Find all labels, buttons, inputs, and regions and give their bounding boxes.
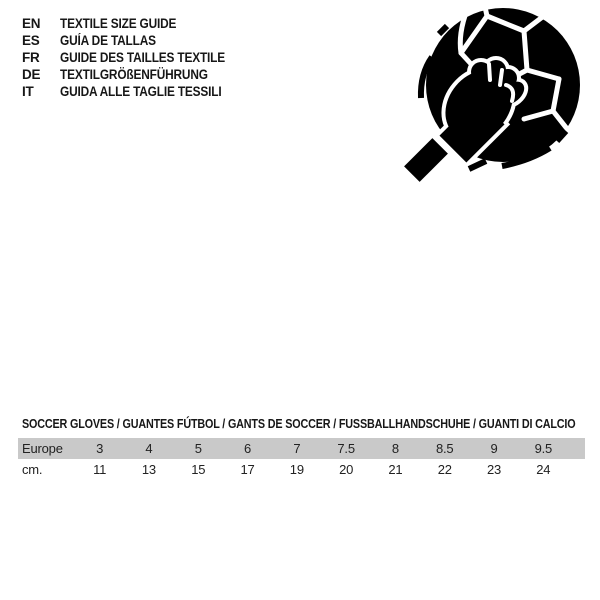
- lang-row-en: [22, 15, 248, 32]
- row-label-europe: Europe: [22, 441, 63, 456]
- lang-code: ES: [22, 33, 40, 48]
- size-cell: 13: [141, 461, 156, 477]
- size-cell: 9.5: [534, 441, 553, 456]
- size-cell: 7.5: [337, 441, 355, 456]
- size-cell: 15: [191, 461, 206, 477]
- lang-label: GUIDE DES TAILLES TEXTILE: [60, 50, 226, 65]
- size-cell: 6: [244, 441, 252, 456]
- lang-row-de: [22, 66, 248, 83]
- size-cell: 9: [490, 441, 498, 456]
- glove-ball-icon-svg: [393, 0, 593, 200]
- size-cell: 19: [289, 461, 304, 477]
- size-table: [18, 438, 585, 479]
- language-title-list: [22, 15, 248, 100]
- lang-label: TEXTILGRÖßENFÜHRUNG: [60, 67, 208, 82]
- size-cell: 22: [437, 461, 452, 477]
- size-cell: 8: [391, 441, 399, 456]
- size-cell: 7: [293, 441, 301, 456]
- lang-label: TEXTILE SIZE GUIDE: [60, 16, 177, 31]
- lang-row-es: [22, 32, 248, 49]
- size-table-title: SOCCER GLOVES / GUANTES FÚTBOL / GANTS DE SOCCER / FUSSBALLHANDSCHUHE / GUANTI DI CALCIO: [22, 416, 576, 431]
- lang-label: GUÍA DE TALLAS: [60, 33, 156, 48]
- size-cell: 17: [240, 461, 255, 477]
- lang-code: FR: [22, 50, 40, 65]
- size-cell: 20: [339, 461, 354, 477]
- size-cell: 3: [96, 441, 104, 456]
- size-cell: 5: [194, 441, 202, 456]
- size-cell: 24: [536, 461, 551, 477]
- lang-row-it: [22, 83, 248, 100]
- size-cell: 4: [145, 441, 153, 456]
- lang-code: IT: [22, 84, 34, 99]
- size-row-europe: [18, 438, 585, 459]
- lang-code: DE: [22, 67, 41, 82]
- lang-row-fr: [22, 49, 248, 66]
- lang-label: GUIDA ALLE TAGLIE TESSILI: [60, 84, 222, 99]
- lang-code: EN: [22, 16, 41, 31]
- row-label-cm: cm.: [22, 461, 43, 477]
- size-row-cm: [18, 459, 585, 479]
- size-cell: 23: [486, 461, 502, 477]
- size-cell: 11: [93, 461, 107, 477]
- size-cell: 21: [388, 461, 403, 477]
- size-cell: 8.5: [435, 441, 454, 456]
- glove-ball-icon: [393, 0, 593, 200]
